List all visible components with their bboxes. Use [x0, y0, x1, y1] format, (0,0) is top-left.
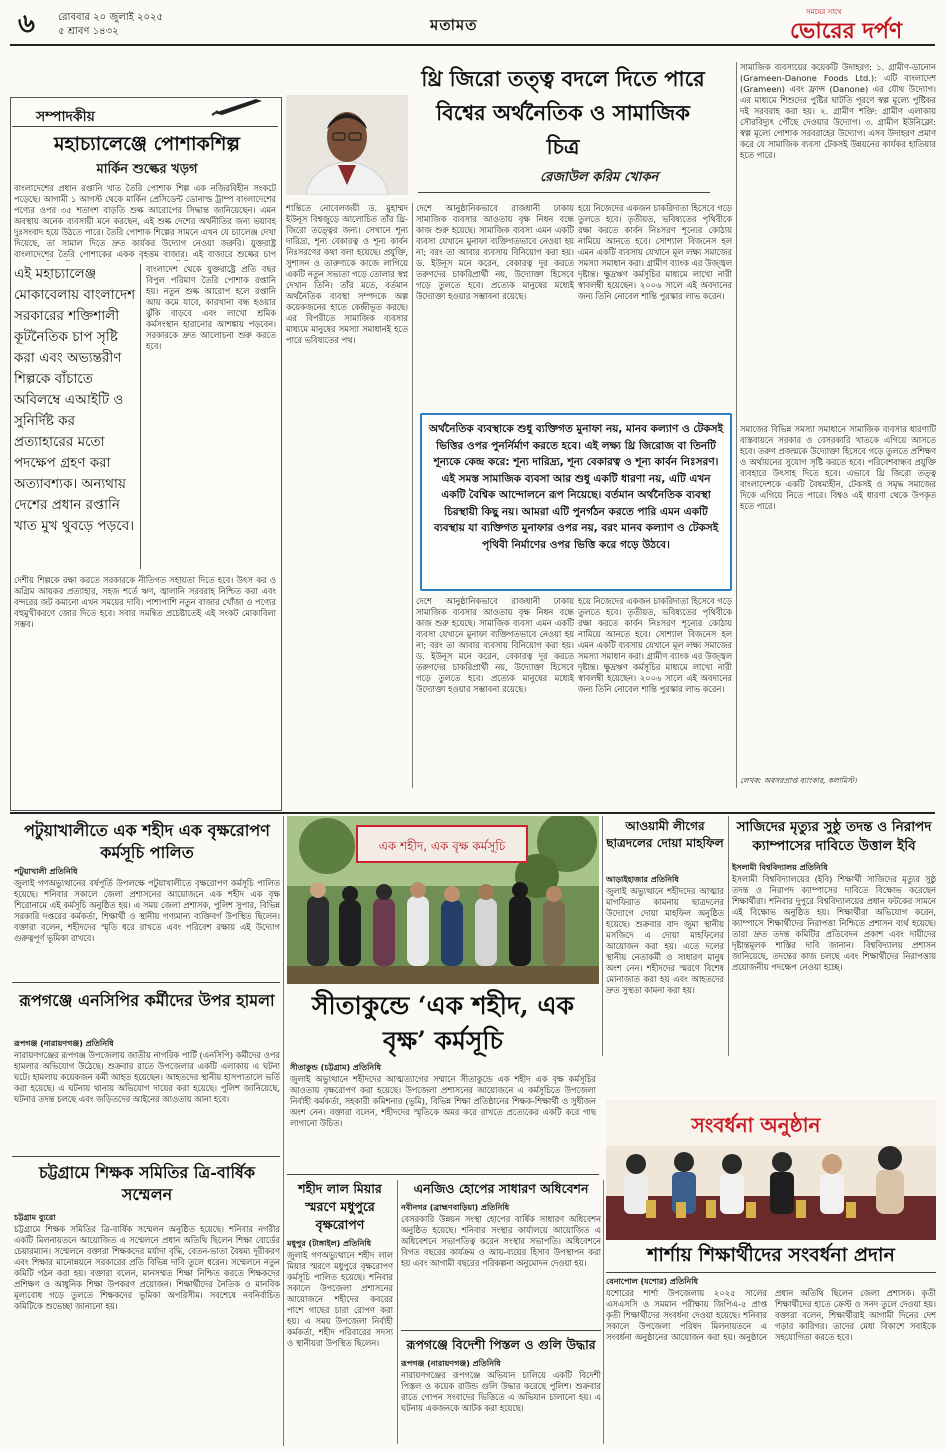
editorial-subhead: মার্কিন শুল্কের খড়গ — [96, 162, 198, 177]
pen-icon — [210, 95, 266, 117]
sharsha-body: যশোরের শার্শা উপজেলায় ২০২৫ সালের এসএসসি ও সমমান পরীক্ষায় জিপিএ-৫ প্রাপ্ত কৃতী শিক্ষার্থীদের সংবর্ধনা দেওয়া হয়েছে। শনিবার সকালে উপজেলা পরিষদ মিলনায়তনে এ সংবর্ধনা অনুষ্ঠানের আয়োজন করা হয়। অনুষ্ঠানে প্রধান অতিথি ছিলেন জেলা প্রশাসক। কৃতী শিক্ষার্থীদের হাতে ক্রেস্ট ও সনদ তুলে দেওয়া হয়। বক্তারা বলেন, শিক্ষার্থীরাই আগামী দিনের দেশ গড়ার কারিগর। তাদের মেধা বিকাশে সবাইকে সহযোগিতা করতে হবে। — [606, 1288, 936, 1342]
patuakhali-body: জুলাই গণঅভ্যুত্থানের বর্ষপূর্তি উপলক্ষে পটুয়াখালীতে বৃক্ষরোপণ কর্মসূচি পালিত হয়েছে। শনিবার সকালে জেলা প্রশাসনের আয়োজনে এক শহীদ এক বৃক্ষ শিরোনামে এই কর্মসূচি অনুষ্ঠিত হয়। এ সময় জেলা প্রশাসক, পুলিশ সুপার, বিভিন্ন সরকারি দপ্তরের কর্মকর্তা, শিক্ষার্থী ও স্থানীয় গণ্যমান্য ব্যক্তিবর্গ উপস্থিত ছিলেন। বক্তারা বলেন, শহীদদের স্মৃতি ধরে রাখতে এবং পরিবেশ রক্ষায় এই উদ্যোগ গুরুত্বপূর্ণ ভূমিকা রাখবে। — [14, 878, 280, 943]
feature-col-1: শান্তিতে নোবেলজয়ী ড. মুহাম্মদ ইউনূস বিশ্বজুড়ে আলোচিত তাঁর থ্রি-জিরো তত্ত্বের জন্য। সেখানে শূন্য দারিদ্র্য, শূন্য বেকারত্ব ও শূন্য কার্বন নিঃসরণের কথা বলা হয়েছে। প্রযুক্তি, সুশাসন ও তারুণ্যকে কাজে লাগিয়ে একটি নতুন সভ্যতা গড়ে তোলার স্বপ্ন দেখান তিনি। তাঁর মতে, বর্তমান অর্থনৈতিক ব্যবস্থা সম্পদকে অল্প কয়েকজনের হাতে কেন্দ্রীভূত করছে। এর বিপরীতে সামাজিক ব্যবসার মাধ্যমে মানুষের সমস্যা সমাধানই হতে পারে ভবিষ্যতের পথ। — [286, 203, 408, 345]
feature-col-3: হয়ে নিজেদের একজন চাকরিদাতা হিসেবে গড়ে তুলতে হবে। তৃতীয়ত, ভবিষ্যতের পৃথিবীকে রক্ষা করতে কার্বন নিঃসরণ শূন্যের কোঠায় নামিয়ে আনতে হবে। সোশ্যাল বিজনেস হল এমন একটি ব্যবসায় যেখানে মূল লক্ষ্য সমাজের সমস্যা সমাধান করা। গ্রামীণ ব্যাংক এর উজ্জ্বল দৃষ্টান্ত। ক্ষুদ্রঋণ কর্মসূচির মাধ্যমে লাখো নারী স্বাবলম্বী হয়েছেন। ২০০৬ সালে এই অবদানের জন্য তিনি নোবেল শান্তি পুরস্কার লাভ করেন। — [578, 203, 732, 301]
left-column-divider — [283, 816, 284, 1446]
editorial-body-2: বাংলাদেশ থেকে যুক্তরাষ্ট্রে প্রতি বছর বিপুল পরিমাণ তৈরি পোশাক রপ্তানি হয়। নতুন শুল্ক আরোপ হলে রপ্তানি আয় কমে যাবে, কারখানা বন্ধ হওয়ার ঝুঁকি বাড়বে এবং লাখো শ্রমিক কর্মসংস্থান হারানোর আশঙ্কায় পড়বেন। সরকারকে দ্রুত আলোচনা শুরু করতে হবে। — [146, 264, 276, 351]
rupganj-pistol-headline: রূপগঞ্জে বিদেশী পিস্তল ও গুলি উদ্ধার — [406, 1337, 596, 1352]
editorial-headline: মহাচ্যালেঞ্জে পোশাকশিল্প — [54, 133, 240, 155]
sitakunda-headline: সীতাকুন্ডে ‘এক শহীদ, এক বৃক্ষ’ কর্মসূচি — [312, 991, 574, 1055]
editorial-body-1: বাংলাদেশের প্রধান রপ্তানি খাত তৈরি পোশাক শিল্প এক নজিরবিহীন সংকটে পড়েছে। আগামী ১ আগস্ট থেকে মার্কিন প্রেসিডেন্ট ডোনাল্ড ট্রাম্প বাংলাদেশের পণ্যের ওপর ৩৫ শতাংশ বাড়তি শুল্ক আরোপের সিদ্ধান্ত জানিয়েছেন। এমন অবস্থায় অনেক ব্যবসায়ী মনে করছেন, এই শুল্ক দেশের অর্থনীতির জন্য ভয়াবহ দুঃসংবাদ হয়ে উঠতে পারে। তৈরি পোশাক শিল্পের সামনে এখন যে চ্যালেঞ্জ দেখা দিয়েছে, তা সামাল দিতে দ্রুত কার্যকর উদ্যোগ নেওয়া জরুরি। যুক্তরাষ্ট্র বাংলাদেশের তৈরি পোশাকের একক বৃহত্তম বাজার। এই বাজারে শুল্কের চাপ — [14, 183, 276, 259]
dua-dateline: আড়াইহাজার প্রতিনিধি — [606, 875, 679, 884]
sharsha-headline: শার্শায় শিক্ষার্থীদের সংবর্ধনা প্রদান — [647, 1244, 895, 1266]
patuakhali-dateline: পটুয়াখালী প্রতিনিধি — [14, 867, 78, 876]
logo-tagline: সময়ের সাথে — [806, 8, 842, 16]
mid-divider-3 — [397, 1180, 398, 1444]
editorial-pullquote: এই মহাচ্যালেঞ্জ মোকাবেলায় বাংলাদেশ সরকারের শক্তিশালী কূটনৈতিক চাপ সৃষ্টি করা এবং অভ্যন্তরীণ শিল্পকে বাঁচাতে অবিলম্বে এআইটি ও সুনির্দিষ্ট কর প্রত্যাহারের মতো পদক্ষেপ গ্রহণ করা অত্যাবশ্যক। অন্যথায় দেশের প্রধান রপ্তানি খাত মুখ থুবড়ে পড়বে। — [14, 264, 141, 569]
page-number: ৬ — [18, 9, 35, 39]
sharsha-dateline: বেনাপোল (যশোর) প্রতিনিধি — [606, 1277, 698, 1286]
sitakunda-banner-text: এক শহীদ, এক বৃক্ষ কর্মসূচি — [378, 839, 506, 853]
masthead-logo[interactable]: ভোরের দর্পণ — [790, 18, 903, 44]
rupganj-ncp-rule — [12, 1156, 280, 1157]
feature-col-2: দেশে আনুষ্ঠানিকভাবে রাজধানী ঢাকায় সামাজিক ব্যবসার আওতায় বৃক্ষ নিধন বন্ধে কাজ শুরু হয়েছে। সামাজিক ব্যবসা এমন একটি ব্যবসা যেখানে মুনাফা ব্যক্তিগতভাবে নেওয়া হয় না; বরং তা আবার ব্যবসায় বিনিয়োগ করা হয়। ড. ইউনূস মনে করেন, বেকারত্ব দূর করতে তরুণদের চাকরিপ্রার্থী নয়, উদ্যোক্তা হিসেবে গড়ে তুলতে হবে। প্রত্যেক মানুষের মধ্যেই উদ্যোক্তা হওয়ার সম্ভাবনা রয়েছে। — [416, 203, 574, 301]
mid-divider-1 — [602, 816, 603, 1056]
sharsha-rule — [606, 1272, 936, 1273]
author-photo — [286, 95, 408, 195]
madhupur-headline: শহীদ লাল মিয়ার স্মরণে মধুপুরে বৃক্ষরোপণ — [298, 1181, 382, 1232]
sitakunda-dateline: সীতাকুন্ড (চট্টগ্রাম) প্রতিনিধি — [290, 1063, 381, 1072]
madhupur-dateline: মধুপুর (টাঙ্গাইল) প্রতিনিধি — [287, 1239, 372, 1248]
sitakunda-photo — [287, 816, 599, 984]
sharsha-photo — [606, 1100, 936, 1240]
ctg-teachers-headline: চট্টগ্রামে শিক্ষক সমিতির ত্রি-বার্ষিক সম্মেলন — [38, 1163, 256, 1204]
sitakunda-rule — [287, 1174, 599, 1175]
ibi-dateline: ইসলামী বিশ্ববিদ্যালয় প্রতিনিধি — [732, 863, 828, 872]
feature-headline: থ্রি জিরো তত্ত্ব বদলে দিতে পারে বিশ্বের অর্থনৈতিক ও সামাজিক চিত্র — [421, 66, 705, 159]
mid-divider-4 — [603, 1180, 604, 1444]
hope-body: বেসরকারি উন্নয়ন সংস্থা হোপের বার্ষিক সাধারণ অধিবেশন অনুষ্ঠিত হয়েছে। শনিবার সংস্থার কার্যালয়ে আয়োজিত এ অধিবেশনে সভাপতিত্ব করেন সংস্থার সভাপতি। অধিবেশনে বিগত বছরের কার্যক্রম ও আয়-ব্যয়ের হিসাব উপস্থাপন করা হয় এবং আগামী বছরের পরিকল্পনা অনুমোদন দেওয়া হয়। — [401, 1214, 601, 1268]
feature-col-5: সমাজের বিভিন্ন সমস্যা সমাধানে সামাজিক ব্যবসার ধারণাটি বাস্তবায়নে সরকার ও বেসরকারি খাতকে এগিয়ে আসতে হবে। তরুণ প্রজন্মকে উদ্যোক্তা হিসেবে গড়ে তুলতে প্রশিক্ষণ ও অর্থায়নের সুযোগ সৃষ্টি করতে হবে। পরিবেশবান্ধব প্রযুক্তি ব্যবহারে উৎসাহ দিতে হবে। এভাবে থ্রি জিরো তত্ত্ব বাংলাদেশকে একটি বৈষম্যহীন, টেকসই ও সমৃদ্ধ সমাজের দিকে এগিয়ে নিতে পারে। বিশ্বও এই ধারণা থেকে উপকৃত হতে পারে। — [740, 424, 936, 511]
feature-col-4: সামাজিক ব্যবসায়ের কয়েকটি উদাহরণ: ১. গ্রামীণ-ডানোন (Grameen-Danone Foods Ltd.): এটি বাংলাদেশ (Grameen) এবং ফ্রান্স (Danone) এর যৌথ উদ্যোগ। এর মাধ্যমে শিশুদের পুষ্টির ঘাটতি পূরণে স্বল্প মূল্যে পুষ্টিকর দই সরবরাহ করা হয়। ২. গ্রামীণ শক্তি: গ্রামীণ এলাকায় সৌরবিদ্যুৎ পৌঁছে দেওয়ার উদ্যোগ। ৩. গ্রামীণ ইউনিক্লো: স্বল্প মূল্যে পোশাক সরবরাহের উদ্যোগ। এসব উদাহরণ প্রমাণ করে যে সামাজিক ব্যবসা টেকসই উন্নয়নের কার্যকর হাতিয়ার হতে পারে। — [740, 62, 936, 160]
rupganj-ncp-dateline: রূপগঞ্জ (নারায়ণগঞ্জ) প্রতিনিধি — [14, 1039, 114, 1048]
feature-footer: লেখক: অবসরপ্রাপ্ত ব্যাংকার, কলামিস্ট। — [740, 776, 857, 785]
rupganj-pistol-body: নারায়ণগঞ্জের রূপগঞ্জে অভিযান চালিয়ে একটি বিদেশী পিস্তল ও কয়েক রাউন্ড গুলি উদ্ধার করেছে পুলিশ। শুক্রবার রাতে গোপন সংবাদের ভিত্তিতে এ অভিযান চালানো হয়। এ ঘটনায় একজনকে আটক করা হয়েছে। — [401, 1370, 601, 1413]
sitakunda-body: জুলাই অভ্যুত্থানে শহীদদের আত্মত্যাগের সম্মানে সীতাকুন্ডে এক শহীদ এক বৃক্ষ কর্মসূচির আওতায় বৃক্ষরোপণ করা হয়েছে। উপজেলা প্রশাসনের আয়োজনে এ কর্মসূচিতে উপজেলা নির্বাহী কর্মকর্তা, সহকারী কমিশনার (ভূমি), বিভিন্ন শিক্ষা প্রতিষ্ঠানের শিক্ষক-শিক্ষার্থী ও সুধীজন অংশ নেন। বক্তারা বলেন, শহীদদের স্মৃতিকে অমর করে রাখতে প্রত্যেকের একটি করে গাছ লাগানো উচিত। — [290, 1074, 596, 1128]
patuakhali-headline: পটুয়াখালীতে এক শহীদ এক বৃক্ষরোপণ কর্মসূচি পালিত — [24, 821, 270, 862]
hope-dateline: নবীনগর (ব্রাহ্মণবাড়িয়া) প্রতিনিধি — [401, 1203, 510, 1212]
sharsha-banner-text: সংবর্ধনা অনুষ্ঠান — [691, 1113, 821, 1137]
ctg-teachers-body: চট্টগ্রামে শিক্ষক সমিতির ত্রি-বার্ষিক সম্মেলন অনুষ্ঠিত হয়েছে। শনিবার নগরীর একটি মিলনায়তনে আয়োজিত এ সম্মেলনে প্রধান অতিথি ছিলেন শিক্ষা বোর্ডের চেয়ারম্যান। সম্মেলনে বক্তারা শিক্ষকদের মর্যাদা বৃদ্ধি, বেতন-ভাতা বৈষম্য দূরীকরণ এবং শিক্ষার মানোন্নয়নে সরকারের প্রতি বিভিন্ন দাবি তুলে ধরেন। সম্মেলনে নতুন কমিটি গঠন করা হয়। বক্তারা বলেন, মানসম্মত শিক্ষা নিশ্চিত করতে শিক্ষকদের প্রশিক্ষণ ও আধুনিক শিক্ষা উপকরণ প্রয়োজন। শিক্ষার্থীদের নৈতিক ও মানবিক মূল্যবোধ গড়ে তুলতে শিক্ষকদের ভূমিকা অপরিসীম। সবশেষে নবনির্বাচিত কমিটিকে শুভেচ্ছা জানানো হয়। — [14, 1224, 280, 1311]
rupganj-pistol-dateline: রূপগঞ্জ (নারায়ণগঞ্জ) প্রতিনিধি — [401, 1359, 501, 1368]
editorial-label-rule — [12, 126, 278, 127]
feature-author-rule — [418, 192, 710, 193]
mid-divider-2 — [728, 816, 729, 1056]
feature-col-divider-1 — [412, 203, 413, 788]
feature-col-3b: হয়ে নিজেদের একজন চাকরিদাতা হিসেবে গড়ে তুলতে হবে। তৃতীয়ত, ভবিষ্যতের পৃথিবীকে রক্ষা করতে কার্বন নিঃসরণ শূন্যের কোঠায় নামিয়ে আনতে হবে। সোশ্যাল বিজনেস হল এমন একটি ব্যবসায় যেখানে মূল লক্ষ্য সমাজের সমস্যা সমাধান করা। গ্রামীণ ব্যাংক এর উজ্জ্বল দৃষ্টান্ত। ক্ষুদ্রঋণ কর্মসূচির মাধ্যমে লাখো নারী স্বাবলম্বী হয়েছেন। ২০০৬ সালে এই অবদানের জন্য তিনি নোবেল শান্তি পুরস্কার লাভ করেন। — [578, 596, 732, 694]
ctg-teachers-dateline: চট্টগ্রাম ব্যুরো — [14, 1213, 56, 1222]
date-line-1: রোববার ২০ জুলাই ২০২৫ — [58, 12, 164, 23]
ibi-headline: সাজিদের মৃত্যুর সুষ্ঠু তদন্ত ও নিরাপদ ক্যাম্পাসের দাবিতে উত্তাল ইবি — [736, 819, 932, 854]
editorial-body-3: দেশীয় শিল্পকে রক্ষা করতে সরকারকে নীতিগত সহায়তা দিতে হবে। উৎস কর ও অগ্রিম আয়কর প্রত্যাহার, সহজ শর্তে ঋণ, জ্বালানি সরবরাহ নিশ্চিত করা এবং বন্দরের জট কমানো এখন সময়ের দাবি। পাশাপাশি নতুন বাজার খোঁজা ও পণ্যের বহুমুখীকরণে জোর দিতে হবে। সবার সমন্বিত প্রচেষ্টাতেই এই সংকট মোকাবিলা সম্ভব। — [14, 575, 276, 629]
section-title: মতামত — [430, 16, 478, 34]
hope-rule — [401, 1330, 601, 1331]
feature-bottom-rule — [10, 812, 935, 814]
feature-pullquote: অর্থনৈতিক ব্যবস্থাকে শুধু ব্যক্তিগত মুনাফা নয়, মানব কল্যাণ ও টেকসই ভিত্তির ওপর পুনর্নির্মাণ করতে হবে। এই লক্ষ্য থ্রি জিরোজ বা তিনটি শূন্যকে কেন্দ্র করে: শূন্য দারিদ্র্য, শূন্য বেকারত্ব ও শূন্য কার্বন নিঃসরণ। এই সমস্ত সামাজিক ব্যবসা আর শুধু একটি ধারণা নয়, এটি এখন একটি বৈশ্বিক আন্দোলনে রূপ নিয়েছে। বর্তমান অর্থনৈতিক ব্যবস্থা চিরস্থায়ী কিছু নয়। আমরা এটি পুনর্গঠন করতে পারি এমন একটি ব্যবস্থায় যা ব্যক্তিগত মুনাফার ওপর নয়, বরং মানব কল্যাণ ও টেকসই পৃথিবী নির্মাণের ওপর ভিত্তি করে গড়ে উঠবে। — [420, 413, 732, 591]
dua-headline: আওয়ামী লীগের ছাত্রদলের দোয়া মাহফিল — [606, 819, 724, 850]
rupganj-ncp-body: নারায়ণগঞ্জের রূপগঞ্জ উপজেলায় জাতীয় নাগরিক পার্টি (এনসিপি) কর্মীদের ওপর হামলার অভিযোগ উঠেছে। শুক্রবার রাতে উপজেলার একটি এলাকায় এ ঘটনা ঘটে। হামলায় কয়েকজন কর্মী আহত হয়েছেন। আহতদের স্থানীয় হাসপাতালে ভর্তি করা হয়েছে। এ ঘটনায় থানায় অভিযোগ দায়ের করা হয়েছে। পুলিশ জানিয়েছে, ঘটনার তদন্ত চলছে এবং জড়িতদের আইনের আওতায় আনা হবে। — [14, 1050, 280, 1104]
rupganj-ncp-headline: রূপগঞ্জে এনসিপির কর্মীদের উপর হামলা — [19, 991, 275, 1010]
feature-col-2b: দেশে আনুষ্ঠানিকভাবে রাজধানী ঢাকায় সামাজিক ব্যবসার আওতায় বৃক্ষ নিধন বন্ধে কাজ শুরু হয়েছে। সামাজিক ব্যবসা এমন একটি ব্যবসা যেখানে মুনাফা ব্যক্তিগতভাবে নেওয়া হয় না; বরং তা আবার ব্যবসায় বিনিয়োগ করা হয়। ড. ইউনূস মনে করেন, বেকারত্ব দূর করতে তরুণদের চাকরিপ্রার্থী নয়, উদ্যোক্তা হিসেবে গড়ে তুলতে হবে। প্রত্যেক মানুষের মধ্যেই উদ্যোক্তা হওয়ার সম্ভাবনা রয়েছে। — [416, 596, 574, 694]
hope-headline: এনজিও হোপের সাধারণ অধিবেশন — [413, 1181, 589, 1196]
feature-author: রেজাউল করিম খোকন — [540, 170, 659, 185]
ibi-body: ইসলামী বিশ্ববিদ্যালয়ের (ইবি) শিক্ষার্থী সাজিদের মৃত্যুর সুষ্ঠু তদন্ত ও নিরাপদ ক্যাম্পাসের দাবিতে বিক্ষোভ করেছেন শিক্ষার্থীরা। শনিবার দুপুরে বিশ্ববিদ্যালয়ের প্রধান ফটকের সামনে এই বিক্ষোভ অনুষ্ঠিত হয়। শিক্ষার্থীরা অভিযোগ করেন, ক্যাম্পাসে শিক্ষার্থীদের নিরাপত্তা নিশ্চিতে প্রশাসন ব্যর্থ হয়েছে। তারা দ্রুত তদন্ত কমিটির প্রতিবেদন প্রকাশ এবং দায়ীদের দৃষ্টান্তমূলক শাস্তির দাবি জানান। বিশ্ববিদ্যালয় প্রশাসন জানিয়েছে, তদন্তের কাজ চলছে এবং শিক্ষার্থীদের নিরাপত্তায় প্রয়োজনীয় পদক্ষেপ নেওয়া হচ্ছে। — [732, 874, 936, 972]
feature-col-divider-2 — [736, 62, 737, 788]
madhupur-body: জুলাই গণঅভ্যুত্থানে শহীদ লাল মিয়ার স্মরণে মধুপুরে বৃক্ষরোপণ কর্মসূচি পালিত হয়েছে। শনিবার সকালে উপজেলা প্রশাসনের আয়োজনে শহীদের কবরের পাশে গাছের চারা রোপণ করা হয়। এ সময় উপজেলা নির্বাহী কর্মকর্তা, শহীদ পরিবারের সদস্য ও স্থানীয়রা উপস্থিত ছিলেন। — [287, 1250, 393, 1348]
editorial-label: সম্পাদকীয় — [36, 109, 95, 125]
date-line-2: ৫ শ্রাবণ ১৪৩২ — [58, 26, 119, 37]
patuakhali-rule — [12, 982, 280, 983]
dua-body: জুলাই অভ্যুত্থানে শহীদদের আত্মার মাগফিরাত কামনায় ছাত্রদলের উদ্যোগে দোয়া মাহফিল অনুষ্ঠিত হয়েছে। শুক্রবার বাদ জুমা স্থানীয় মসজিদে এ দোয়া মাহফিলের আয়োজন করা হয়। এতে দলের স্থানীয় নেতাকর্মী ও সাধারণ মানুষ অংশ নেন। শহীদদের স্মরণে বিশেষ মোনাজাত করা হয় এবং আহতদের দ্রুত সুস্থতা কামনা করা হয়। — [606, 886, 724, 995]
header-rule — [10, 44, 935, 46]
